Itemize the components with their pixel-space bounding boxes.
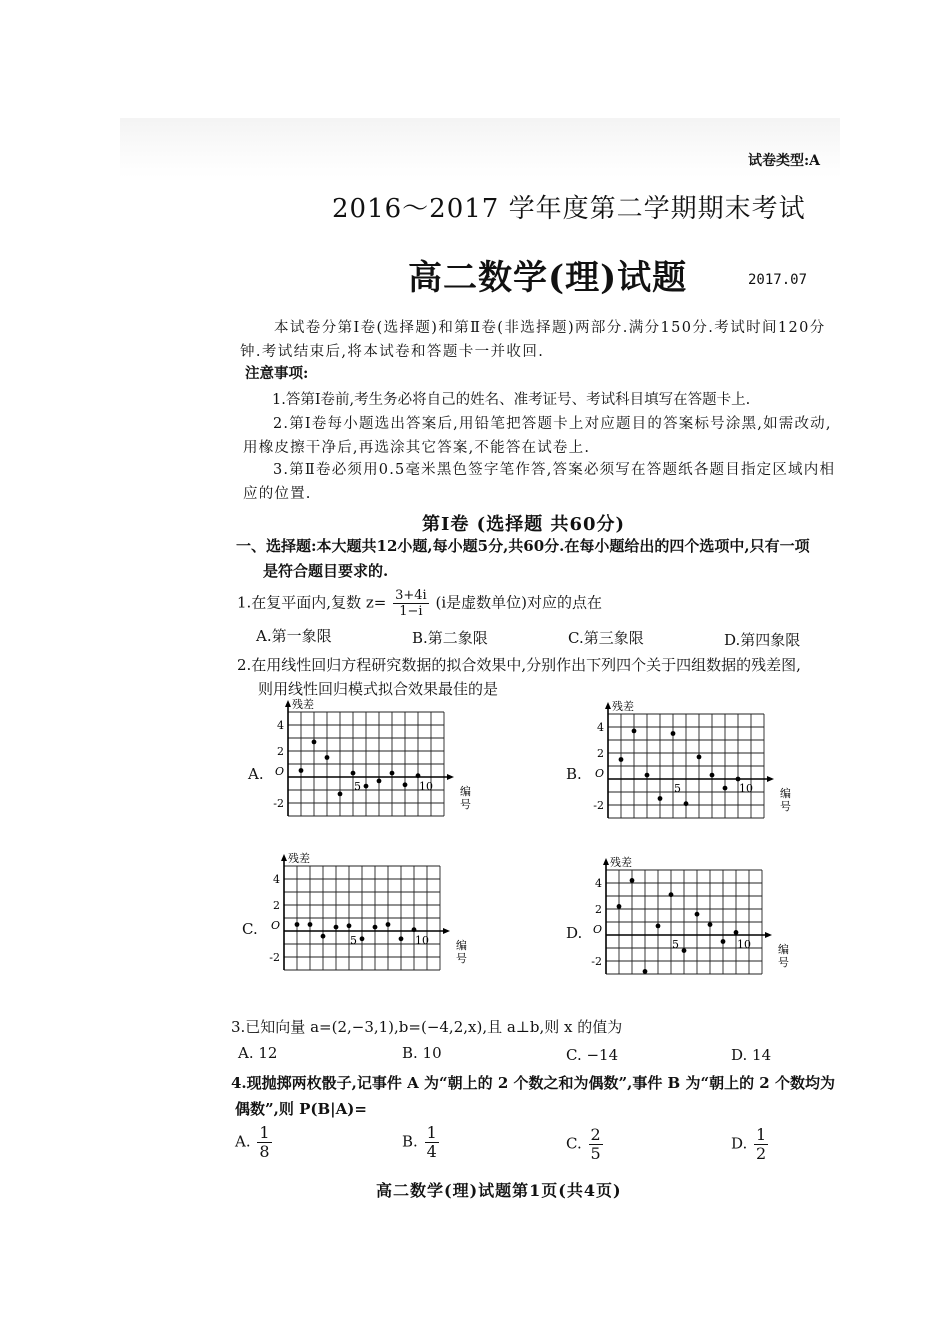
residual-chart-a xyxy=(262,698,471,846)
x-axis-arrow xyxy=(443,928,450,934)
x-tick-label: 10 xyxy=(737,938,751,951)
x-axis-title xyxy=(456,938,467,965)
chart-d-option-label: D. xyxy=(566,924,583,942)
x-axis-title-char: 编 xyxy=(778,943,789,956)
residual-point xyxy=(351,771,356,776)
q4-option-a-fraction xyxy=(257,1124,271,1161)
q4-line-2: 偶数”,则 P(B|A)= xyxy=(235,1100,367,1118)
residual-point xyxy=(403,782,408,787)
residual-point xyxy=(710,773,715,778)
q4-option-c xyxy=(566,1126,605,1163)
residual-point xyxy=(360,936,365,941)
y-tick-label: O xyxy=(592,923,602,936)
instruction-line-2: 是符合题目要求的. xyxy=(263,562,389,580)
q4-option-b-numerator: 1 xyxy=(426,1123,437,1142)
q1-option-a: A.第一象限 xyxy=(256,627,332,645)
residual-point xyxy=(619,757,624,762)
residual-point xyxy=(390,771,395,776)
residual-chart-d xyxy=(580,856,789,1036)
y-axis-title: 残差 xyxy=(612,700,634,713)
notice-title: 注意事项: xyxy=(245,365,309,382)
residual-point xyxy=(682,948,687,953)
y-tick-label: 4 xyxy=(277,719,284,732)
y-tick-label: O xyxy=(270,919,280,932)
q4-option-d-denominator: 2 xyxy=(756,1144,767,1163)
residual-point xyxy=(299,768,304,773)
residual-point xyxy=(295,922,300,927)
x-tick-label: 5 xyxy=(674,782,681,795)
x-axis-arrow xyxy=(767,776,774,782)
page-footer: 高二数学(理)试题第1页(共4页) xyxy=(376,1181,622,1200)
chart-a-option-label: A. xyxy=(248,765,264,783)
q4-option-c-fraction xyxy=(589,1126,603,1163)
question-3: 3.已知向量 a=(2,−3,1),b=(−4,2,x),且 a⊥b,则 x 的值为 xyxy=(231,1018,623,1036)
residual-point xyxy=(645,773,650,778)
notice-item-3: 3.第Ⅱ卷必须用0.5毫米黑色签字笔作答,答案必须写在答题纸各题目指定区域内相应的位置. xyxy=(243,462,836,502)
residual-point xyxy=(669,892,674,897)
q4-option-a-label: A. xyxy=(235,1132,251,1151)
q1-fraction-denominator: 1−i xyxy=(399,604,423,619)
chart-grid xyxy=(606,870,762,974)
q4-option-c-denominator: 5 xyxy=(590,1144,601,1163)
residual-point xyxy=(308,922,313,927)
y-axis-title: 残差 xyxy=(292,698,314,711)
residual-point xyxy=(617,904,622,909)
residual-point xyxy=(399,936,404,941)
residual-point xyxy=(684,801,689,806)
x-axis-title-char: 编 xyxy=(460,785,471,798)
x-axis-title xyxy=(778,942,789,969)
q3-option-a: A. 12 xyxy=(238,1044,278,1062)
q3-option-b: B. 10 xyxy=(402,1044,442,1062)
residual-point xyxy=(377,779,382,784)
x-tick-label: 10 xyxy=(415,934,429,947)
residual-point xyxy=(697,755,702,760)
residual-point xyxy=(334,925,339,930)
q4-option-a-numerator: 1 xyxy=(259,1123,270,1142)
y-tick-label: 2 xyxy=(595,903,602,916)
q3-option-d: D. 14 xyxy=(731,1046,772,1064)
y-tick-label: -2 xyxy=(593,799,604,812)
residual-point xyxy=(723,786,728,791)
residual-point xyxy=(721,939,726,944)
q2-line-2: 则用线性回归模式拟合效果最佳的是 xyxy=(258,680,499,698)
x-axis-title-char: 号 xyxy=(460,798,471,811)
x-tick-label: 10 xyxy=(739,782,753,795)
q3-option-c: C. −14 xyxy=(566,1046,619,1064)
x-axis-title-char: 号 xyxy=(778,956,789,969)
q2-line-1: 2.在用线性回归方程研究数据的拟合效果中,分别作出下列四个关于四组数据的残差图, xyxy=(237,656,801,674)
chart-b-option-label: B. xyxy=(566,765,582,783)
y-axis-title: 残差 xyxy=(610,856,632,869)
notice-item-1: 1.答第Ⅰ卷前,考生务必将自己的姓名、准考证号、考试科目填写在答题卡上. xyxy=(272,392,751,408)
y-tick-label: -2 xyxy=(591,955,602,968)
q4-option-d-numerator: 1 xyxy=(756,1125,767,1144)
exam-intro: 本试卷分第Ⅰ卷(选择题)和第Ⅱ卷(非选择题)两部分.满分150分.考试时间120分钟.考试结束后,将本试卷和答题卡一并收回. xyxy=(240,320,826,360)
q4-option-c-label: C. xyxy=(566,1134,582,1153)
y-tick-label: O xyxy=(594,767,604,780)
residual-point xyxy=(347,923,352,928)
residual-point xyxy=(632,729,637,734)
q1-option-c: C.第三象限 xyxy=(568,629,644,647)
y-tick-label: 4 xyxy=(273,873,280,886)
q1-suffix: (i是虚数单位)对应的点在 xyxy=(435,593,602,612)
residual-point xyxy=(643,969,648,974)
residual-point xyxy=(736,777,741,782)
residual-chart-b xyxy=(582,700,791,848)
x-tick-label: 5 xyxy=(354,780,361,793)
residual-point xyxy=(671,731,676,736)
q4-option-b-label: B. xyxy=(402,1132,418,1151)
exam-main-title: 高二数学(理)试题 xyxy=(408,258,688,298)
x-axis-arrow xyxy=(765,932,772,938)
y-tick-label: -2 xyxy=(273,797,284,810)
y-tick-label: O xyxy=(274,765,284,778)
notice-item-2: 2.第Ⅰ卷每小题选出答案后,用铅笔把答题卡上对应题目的答案标号涂黑,如需改动,用橡皮擦干净后,再选涂其它答案,不能答在试卷上. xyxy=(243,416,832,456)
instruction-line-1: 一、选择题:本大题共12小题,每小题5分,共60分.在每小题给出的四个选项中,只有一项 xyxy=(236,537,810,555)
residual-point xyxy=(325,755,330,760)
x-axis-title-char: 号 xyxy=(456,952,467,965)
x-tick-label: 10 xyxy=(419,780,433,793)
y-tick-label: 4 xyxy=(595,877,602,890)
q4-option-b-denominator: 4 xyxy=(426,1142,437,1161)
residual-point xyxy=(364,784,369,789)
chart-grid xyxy=(284,866,440,970)
residual-point xyxy=(656,924,661,929)
exam-year-title: 2016～2017 学年度第二学期期末考试 xyxy=(332,194,806,224)
chart-grid xyxy=(288,712,444,816)
x-axis-title-char: 编 xyxy=(456,939,467,952)
question-1 xyxy=(237,588,602,619)
residual-point xyxy=(416,773,421,778)
q4-option-b-fraction xyxy=(425,1124,439,1161)
residual-point xyxy=(373,925,378,930)
x-axis-title-char: 号 xyxy=(780,800,791,813)
q1-prefix: 1.在复平面内,复数 z= xyxy=(237,593,387,612)
y-axis-arrow xyxy=(605,702,611,709)
y-tick-label: -2 xyxy=(269,951,280,964)
q4-option-d xyxy=(731,1126,770,1163)
x-tick-label: 5 xyxy=(350,934,357,947)
y-tick-label: 2 xyxy=(277,745,284,758)
residual-chart-c xyxy=(258,852,467,1002)
x-axis-arrow xyxy=(447,774,454,780)
q1-option-d: D.第四象限 xyxy=(724,631,801,649)
y-axis-arrow xyxy=(281,854,287,861)
residual-point xyxy=(630,878,635,883)
q1-option-b: B.第二象限 xyxy=(412,629,488,647)
q4-option-a xyxy=(235,1124,274,1161)
q4-option-c-numerator: 2 xyxy=(590,1125,601,1144)
y-tick-label: 4 xyxy=(597,721,604,734)
residual-point xyxy=(312,740,317,745)
residual-point xyxy=(734,930,739,935)
y-tick-label: 2 xyxy=(273,899,280,912)
y-tick-label: 2 xyxy=(597,747,604,760)
residual-point xyxy=(412,927,417,932)
section-title: 第Ⅰ卷 (选择题 共60分) xyxy=(422,514,626,535)
chart-c-option-label: C. xyxy=(242,920,258,938)
x-axis-title-char: 编 xyxy=(780,787,791,800)
q4-option-b xyxy=(402,1124,441,1161)
q1-fraction xyxy=(393,588,429,619)
residual-point xyxy=(386,922,391,927)
x-axis-title xyxy=(780,786,791,813)
residual-point xyxy=(321,934,326,939)
residual-point xyxy=(708,922,713,927)
q4-option-a-denominator: 8 xyxy=(259,1142,270,1161)
q4-option-d-label: D. xyxy=(731,1134,748,1153)
y-axis-arrow xyxy=(285,700,291,707)
x-tick-label: 5 xyxy=(672,938,679,951)
residual-point xyxy=(338,792,343,797)
q4-option-d-fraction xyxy=(754,1126,768,1163)
residual-point xyxy=(695,912,700,917)
y-axis-arrow xyxy=(603,858,609,865)
paper-type-label: 试卷类型:A xyxy=(748,153,821,169)
q4-line-1: 4.现抛掷两枚骰子,记事件 A 为“朝上的 2 个数之和为偶数”,事件 B 为“朝上的 2 个数均为 xyxy=(231,1074,835,1092)
scan-shading xyxy=(120,118,840,178)
exam-date: 2017.07 xyxy=(748,272,808,288)
x-axis-title xyxy=(460,784,471,811)
residual-point xyxy=(658,796,663,801)
section-instruction xyxy=(236,534,810,584)
q1-fraction-numerator: 3+4i xyxy=(395,588,427,603)
y-axis-title: 残差 xyxy=(288,852,310,865)
